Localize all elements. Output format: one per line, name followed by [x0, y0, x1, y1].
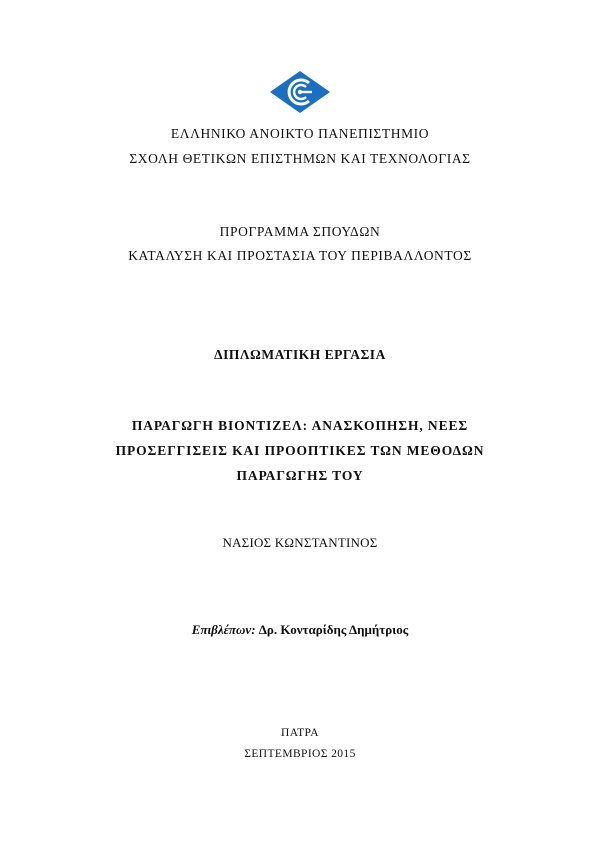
supervisor — [0, 621, 600, 639]
thesis-title-line-3: ΠΑΡΑΓΩΓΗΣ ΤΟΥ — [236, 468, 364, 483]
document-type: ΔΙΠΛΩΜΑΤΙΚΗ ΕΡΓΑΣΙΑ — [214, 347, 386, 362]
supervisor-name: Δρ. Κονταρίδης Δημήτριος — [258, 622, 409, 637]
program-name: ΚΑΤΑΛΥΣΗ ΚΑΙ ΠΡΟΣΤΑΣΙΑ ΤΟΥ ΠΕΡΙΒΑΛΛΟΝΤΟΣ — [128, 248, 472, 263]
university-name: ΕΛΛΗΝΙΚΟ ΑΝΟΙΚΤΟ ΠΑΝΕΠΙΣΤΗΜΙΟ — [170, 126, 430, 141]
program-label: ΠΡΟΓΡΑΜΜΑ ΣΠΟΥΔΩΝ — [219, 224, 381, 239]
author-name: ΝΑΣΙΟΣ ΚΩΝΣΤΑΝΤΙΝΟΣ — [222, 535, 378, 550]
school-name: ΣΧΟΛΗ ΘΕΤΙΚΩΝ ΕΠΙΣΤΗΜΩΝ ΚΑΙ ΤΕΧΝΟΛΟΓΙΑΣ — [129, 151, 471, 166]
thesis-title-line-1: ΠΑΡΑΓΩΓΗ ΒΙΟΝΤΙΖΕΛ: ΑΝΑΣΚΟΠΗΣΗ, ΝΕΕΣ — [131, 418, 469, 433]
supervisor-role: Επιβλέπων: — [191, 622, 256, 637]
thesis-title-line-2: ΠΡΟΣΕΓΓΙΣΕΙΣ ΚΑΙ ΠΡΟΟΠΤΙΚΕΣ ΤΩΝ ΜΕΘΟΔΩΝ — [115, 443, 485, 458]
city: ΠΑΤΡΑ — [280, 727, 320, 739]
university-emblem-icon — [269, 70, 331, 114]
date: ΣΕΠΤΕΜΒΡΙΟΣ 2015 — [244, 748, 356, 760]
